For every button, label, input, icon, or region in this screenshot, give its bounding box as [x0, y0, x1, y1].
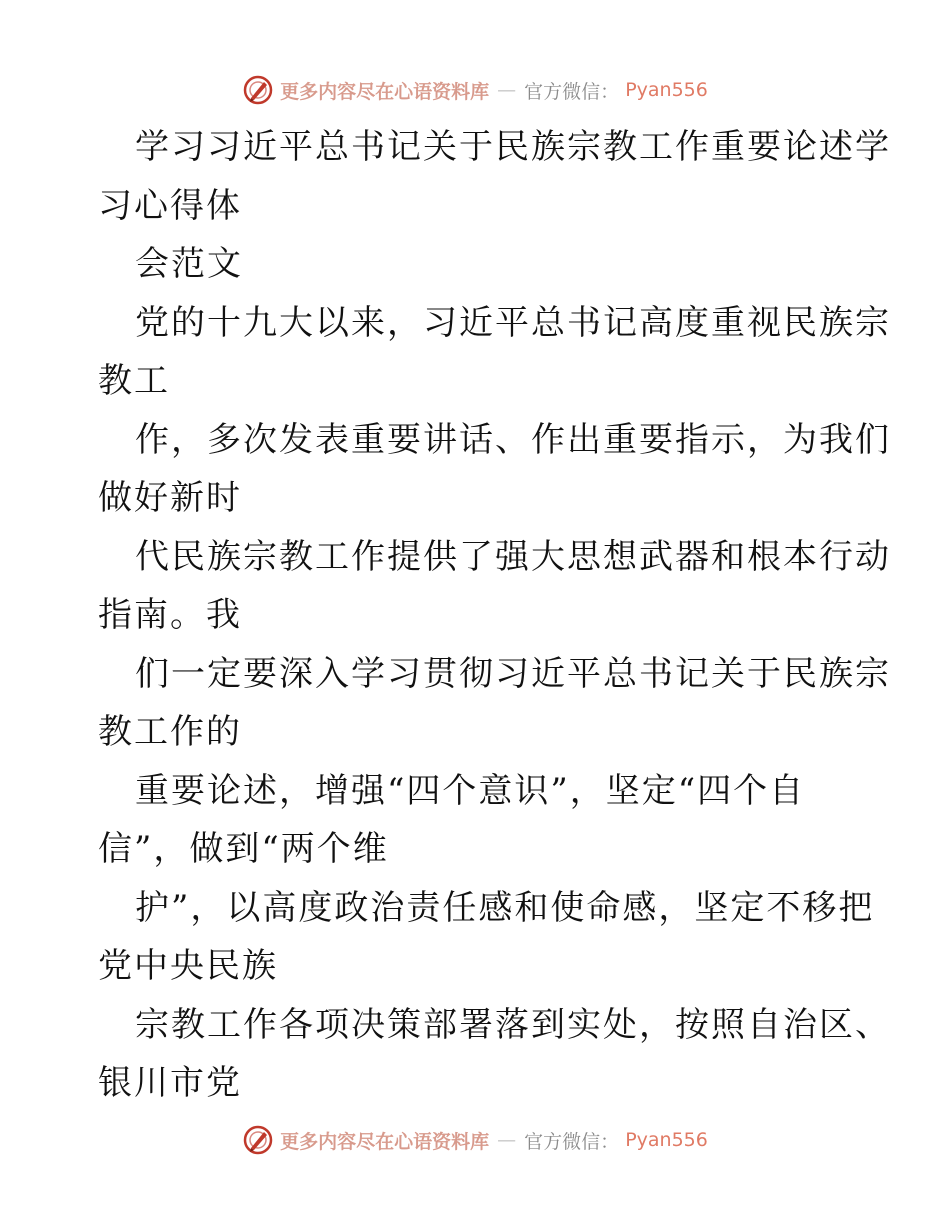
banner-site-text: 更多内容尽在心语资料库	[280, 1130, 490, 1153]
header-banner[interactable]	[0, 70, 950, 110]
banner-dash: —	[497, 1129, 517, 1151]
pen-logo-icon	[242, 1124, 274, 1156]
text-line: 党的十九大以来，习近平总书记高度重视民族宗	[135, 302, 891, 343]
banner-official-label: 官方微信：	[524, 1130, 620, 1153]
banner-wechat-id: Pyan556	[625, 1129, 708, 1151]
footer-banner[interactable]	[0, 1120, 950, 1160]
text-line: 指南。我	[98, 595, 242, 635]
text-line: 信”，做到“两个维	[98, 829, 389, 869]
text-line: 作，多次发表重要讲话、作出重要指示，为我们	[135, 419, 891, 460]
text-line: 代民族宗教工作提供了强大思想武器和根本行动	[135, 536, 891, 577]
banner-wechat-id: Pyan556	[625, 79, 708, 101]
text-line: 们一定要深入学习贯彻习近平总书记关于民族宗	[135, 653, 891, 694]
text-line: 学习习近平总书记关于民族宗教工作重要论述学	[135, 127, 891, 167]
text-line: 习心得体	[98, 185, 242, 226]
banner-dash: —	[497, 79, 517, 101]
text-line: 做好新时	[98, 478, 242, 518]
text-line: 宗教工作各项决策部署落到实处，按照自治区、	[135, 1004, 891, 1045]
pen-logo-icon	[242, 74, 274, 106]
text-line: 党中央民族	[98, 946, 278, 986]
text-line: 会范文	[135, 244, 243, 284]
document-body	[98, 118, 891, 1113]
text-line: 教工作的	[98, 712, 242, 752]
banner-site-text: 更多内容尽在心语资料库	[280, 80, 490, 103]
text-line: 银川市党	[98, 1063, 242, 1103]
text-line: 护”，以高度政治责任感和使命感，坚定不移把	[135, 887, 875, 928]
text-line: 重要论述，增强“四个意识”，坚定“四个自	[135, 770, 806, 811]
banner-official-label: 官方微信：	[524, 80, 620, 103]
text-line: 教工	[98, 361, 170, 401]
